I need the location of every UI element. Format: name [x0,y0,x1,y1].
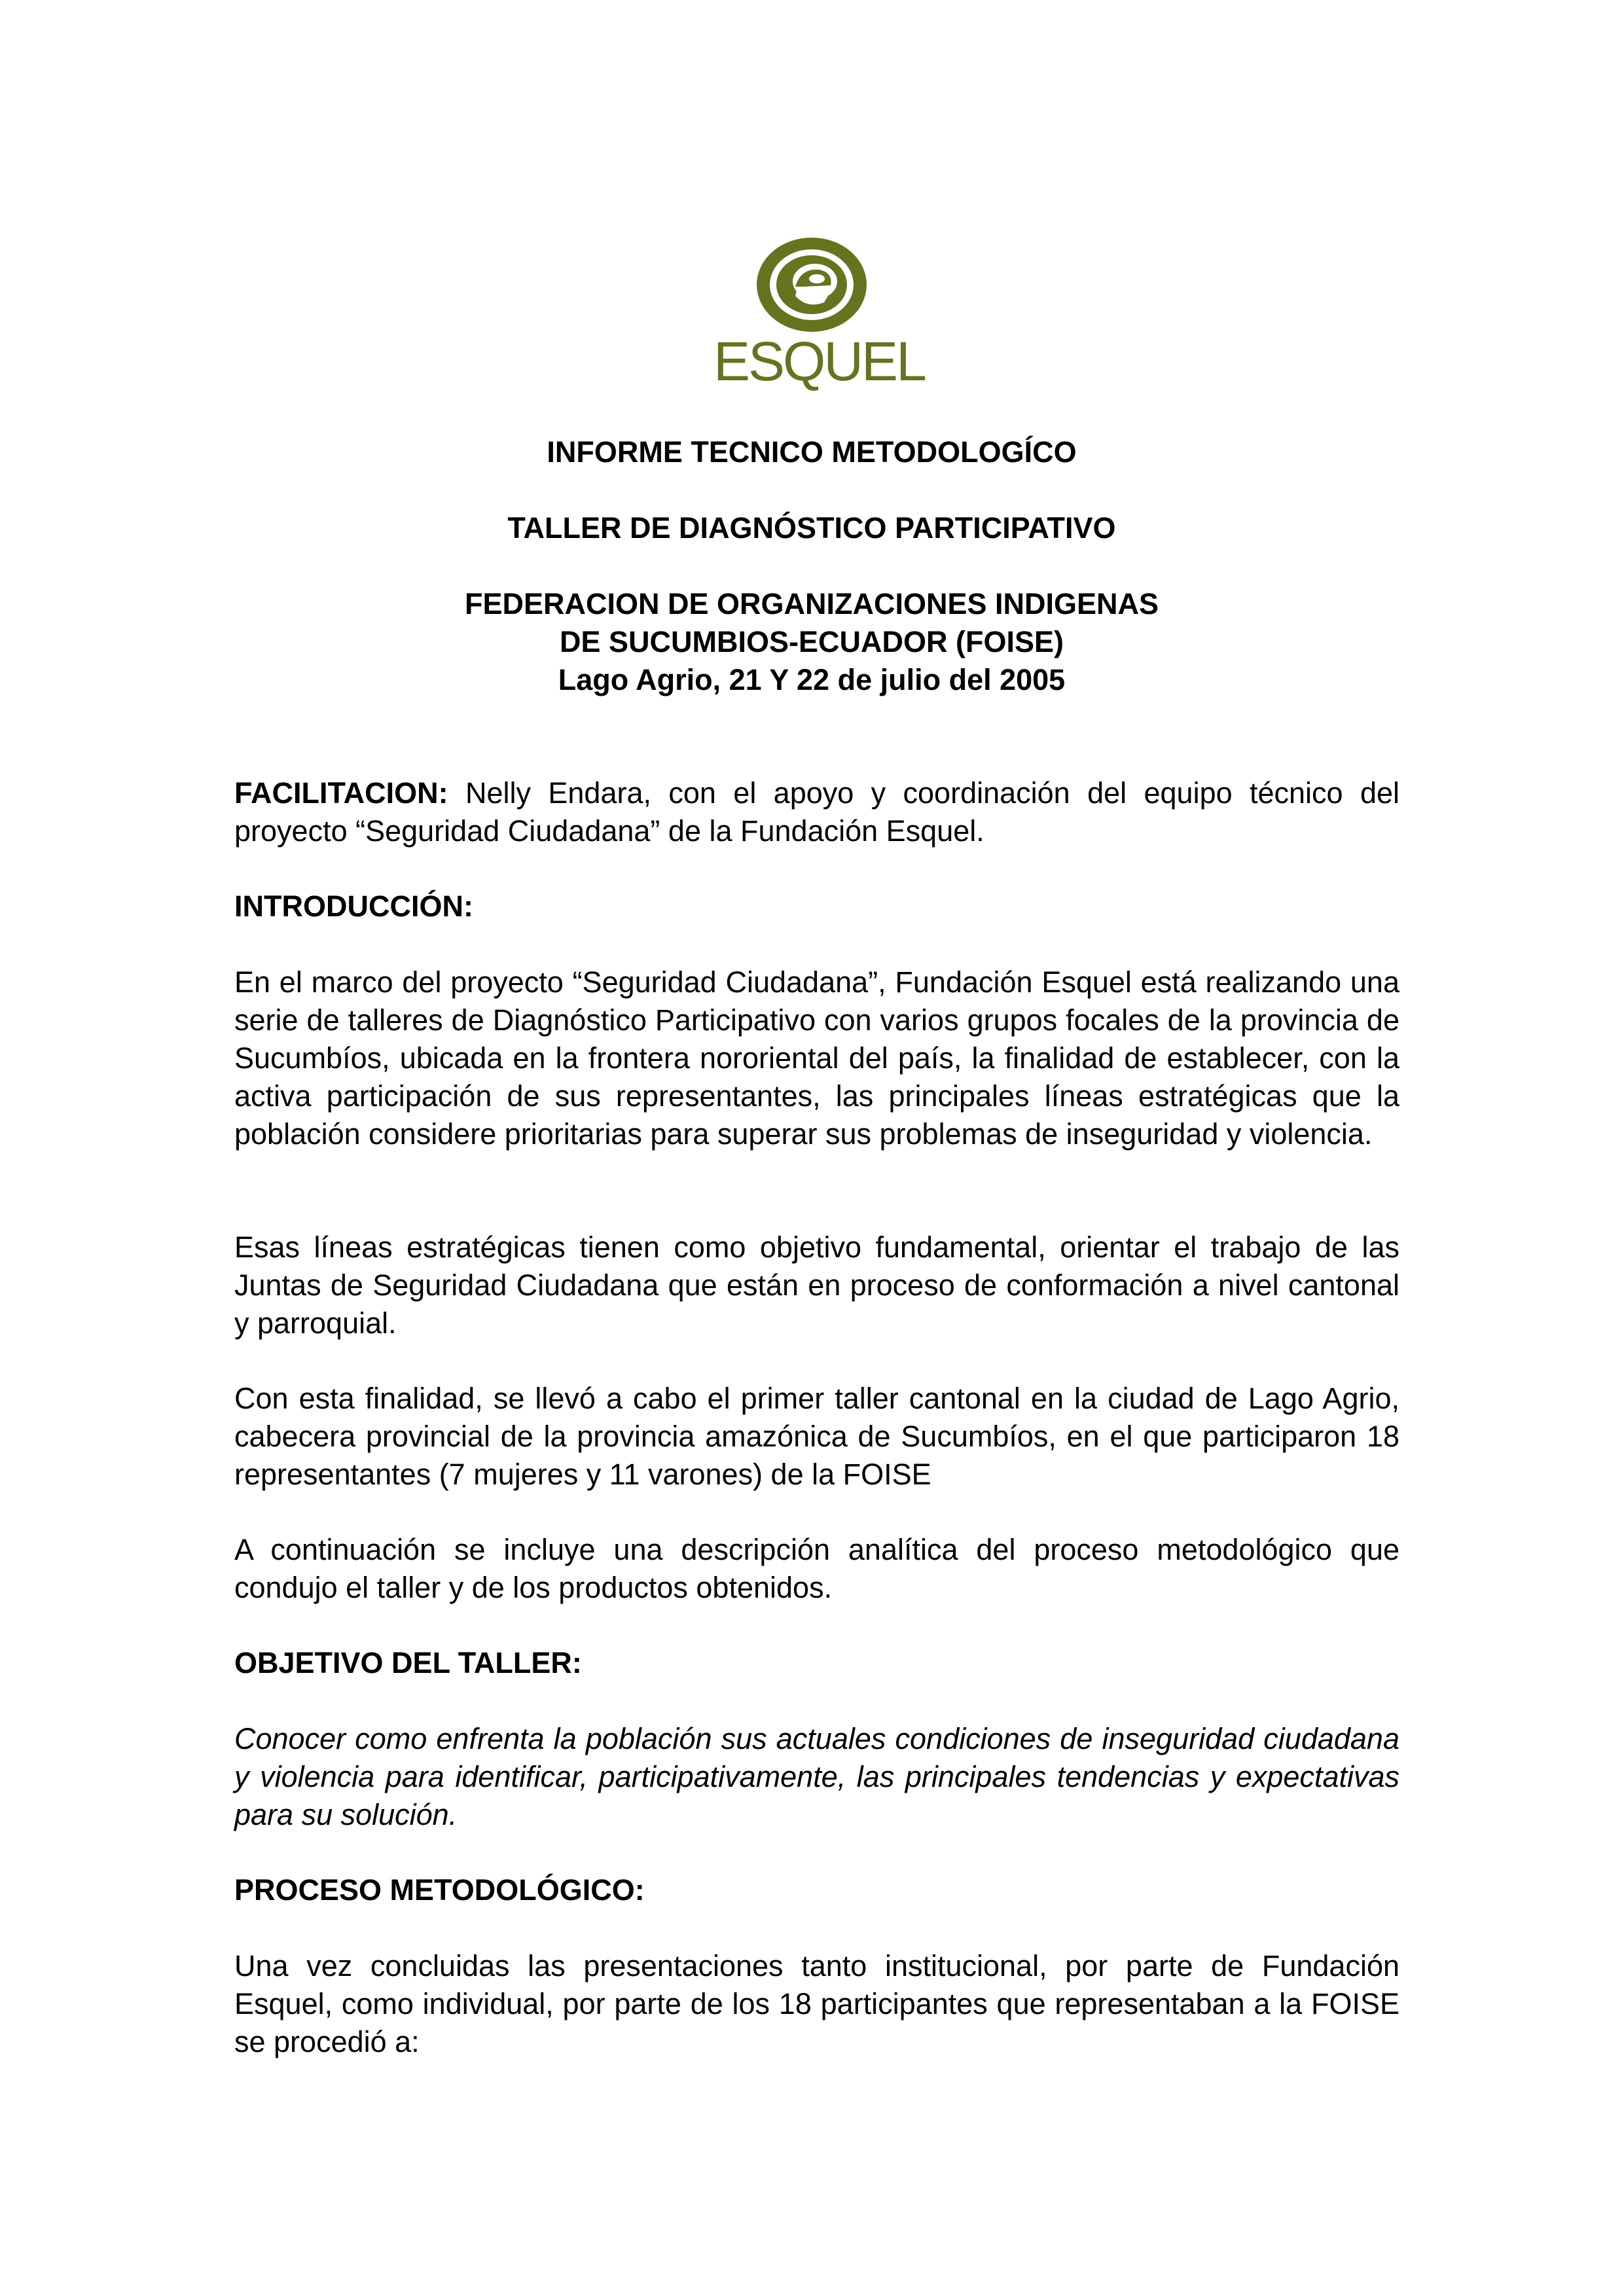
esquel-logo [713,236,925,393]
facilitacion-paragraph [234,774,1399,850]
organization-title-line1: FEDERACION DE ORGANIZACIONES INDIGENAS [464,587,1159,620]
objetivo-heading: OBJETIVO DEL TALLER: [234,1646,582,1679]
esquel-spiral-icon [755,236,869,334]
place-date: Lago Agrio, 21 Y 22 de julio del 2005 [558,663,1066,696]
introduccion-heading: INTRODUCCIÓN: [234,889,473,923]
introduccion-paragraph-4: A continuación se incluye una descripción analítica del proceso metodológico que condujo el taller y de los productos obtenidos. [234,1533,1399,1604]
introduccion-paragraph-2: Esas líneas estratégicas tienen como objetivo fundamental, orientar el trabajo de las Juntas de Seguridad Ciudadana que están en proceso de conformación a nivel cantonal y parroquial. [234,1230,1399,1340]
report-title: INFORME TECNICO METODOLOGÍCO [547,435,1077,469]
proceso-paragraph: Una vez concluidas las presentaciones tanto institucional, por parte de Fundación Esquel, como individual, por parte de los 18 participantes que representaban a la FOISE se procedió a: [234,1949,1399,2058]
facilitacion-text: Nelly Endara, con el apoyo y coordinación del equipo técnico del proyecto “Seguridad Ciudadana” de la Fundación Esquel. [234,776,1399,848]
proceso-heading: PROCESO METODOLÓGICO: [234,1873,645,1907]
esquel-logo-text: ESQUEL [713,331,925,392]
organization-title-line2: DE SUCUMBIOS-ECUADOR (FOISE) [559,625,1064,658]
facilitacion-label: FACILITACION: [234,776,448,810]
workshop-title: TALLER DE DIAGNÓSTICO PARTICIPATIVO [507,511,1116,545]
objetivo-paragraph: Conocer como enfrenta la población sus actuales condiciones de inseguridad ciudadana y violencia para identificar, participativamente, las principales tendencias y expectativas para su solución. [234,1722,1399,1831]
introduccion-paragraph-3: Con esta finalidad, se llevó a cabo el primer taller cantonal en la ciudad de Lago Agrio, cabecera provincial de la provincia amazónica de Sucumbíos, en el que participaron 18 representantes (7 mujeres y 11 varones) de la FOISE [234,1382,1399,1491]
introduccion-paragraph-1: En el marco del proyecto “Seguridad Ciudadana”, Fundación Esquel está realizando una serie de talleres de Diagnóstico Participativo con varios grupos focales de la provincia de Sucumbíos, ubicada en la frontera nororiental del país, la finalidad de establecer, con la activa participación de sus representantes, las principales líneas estratégicas que la población considere prioritarias para superar sus problemas de inseguridad y violencia. [234,965,1399,1151]
